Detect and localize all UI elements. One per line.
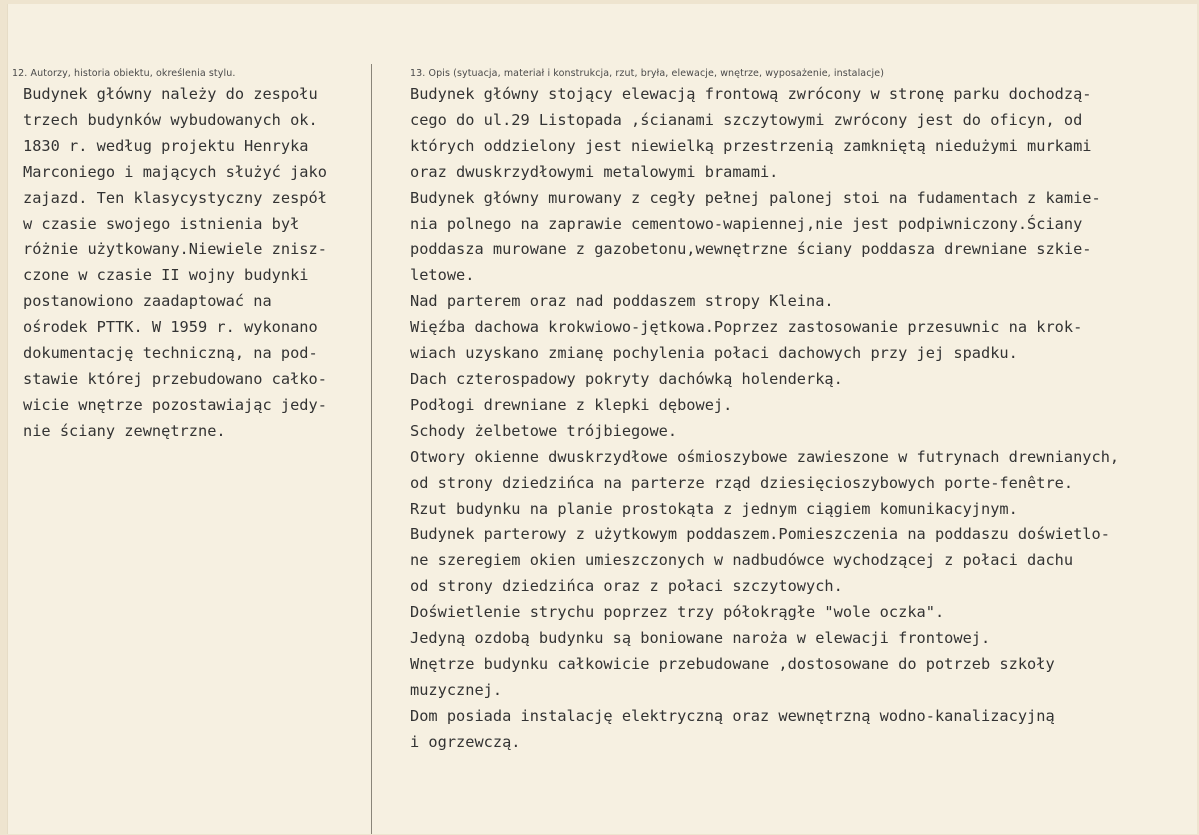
right-column-text [410, 82, 1195, 756]
text-line: stawie której przebudowano całko- [23, 369, 327, 388]
text-line: ne szeregiem okien umieszczonych w nadbudówce wychodzącej z połaci dachu [410, 551, 1074, 570]
text-line: Jedyną ozdobą budynku są boniowane naroża w elewacji frontowej. [410, 629, 991, 648]
text-line: Budynek główny należy do zespołu [23, 85, 318, 103]
text-line: wiach uzyskano zmianę pochylenia połaci dachowych przy jej spadku. [410, 344, 1018, 363]
text-line: wicie wnętrze pozostawiając jedy- [23, 395, 327, 414]
text-line: w czasie swojego istnienia był [23, 214, 300, 233]
text-line: trzech budynków wybudowanych ok. [23, 110, 318, 129]
text-line: Doświetlenie strychu poprzez trzy półokrągłe "wole oczka". [410, 603, 945, 622]
text-line: i ogrzewczą. [410, 732, 521, 751]
right-column-header: 13. Opis (sytuacja, materiał i konstrukcja, rzut, bryła, elewacje, wnętrze, wyposażenie, instalacje) [410, 68, 885, 79]
column-divider [371, 64, 372, 834]
text-line: od strony dziedzińca oraz z połaci szczytowych. [410, 577, 843, 596]
text-line: postanowiono zaadaptować na [23, 292, 272, 311]
text-line: różnie użytkowany.Niewiele znisz- [23, 240, 327, 259]
text-line: ośrodek PTTK. W 1959 r. wykonano [23, 318, 318, 337]
text-line: Więźba dachowa krokwiowo-jętkowa.Poprzez zastosowanie przesuwnic na krok- [410, 318, 1083, 337]
left-column-text [23, 82, 368, 445]
text-line: oraz dwuskrzydłowymi metalowymi bramami. [410, 162, 779, 181]
text-line: zajazd. Ten klasycystyczny zespół [23, 188, 327, 207]
text-line: 1830 r. według projektu Henryka [23, 136, 309, 155]
text-line: od strony dziedzińca na parterze rząd dziesięcioszybowych porte-fenêtre. [410, 473, 1074, 492]
text-line: nia polnego na zaprawie cementowo-wapiennej,nie jest podpiwniczony.Ściany [410, 214, 1083, 233]
text-line: Dach czterospadowy pokryty dachówką holenderką. [410, 369, 843, 388]
text-line: letowe. [410, 266, 475, 285]
text-line: Schody żelbetowe trójbiegowe. [410, 421, 678, 440]
text-line: poddasza murowane z gazobetonu,wewnętrzne ściany poddasza drewniane szkie- [410, 240, 1092, 259]
text-line: Budynek główny murowany z cegły pełnej palonej stoi na fudamentach z kamie- [410, 188, 1101, 207]
text-line: Budynek główny stojący elewacją frontową zwrócony w stronę parku dochodzą- [410, 85, 1092, 103]
text-line: Budynek parterowy z użytkowym poddaszem.Pomieszczenia na poddaszu doświetlo- [410, 525, 1110, 544]
text-line: czone w czasie II wojny budynki [23, 266, 309, 285]
text-line: Nad parterem oraz nad poddaszem stropy Kleina. [410, 292, 834, 311]
text-line: których oddzielony jest niewielką przestrzenią zamkniętą niedużymi murkami [410, 136, 1092, 155]
text-line: Dom posiada instalację elektryczną oraz wewnętrzną wodno-kanalizacyjną [410, 706, 1055, 725]
left-column-header: 12. Autorzy, historia obiektu, określenia stylu. [12, 68, 236, 79]
text-line: Podłogi drewniane z klepki dębowej. [410, 395, 733, 414]
text-line: cego do ul.29 Listopada ,ścianami szczytowymi zwrócony jest do oficyn, od [410, 110, 1083, 129]
text-line: Marconiego i mających służyć jako [23, 162, 327, 181]
text-line: Otwory okienne dwuskrzydłowe ośmioszybowe zawieszone w futrynach drewnianych, [410, 447, 1120, 466]
text-line: nie ściany zewnętrzne. [23, 421, 226, 440]
text-line: muzycznej. [410, 680, 503, 699]
text-line: Wnętrze budynku całkowicie przebudowane ,dostosowane do potrzeb szkoły [410, 654, 1055, 673]
text-line: dokumentację techniczną, na pod- [23, 344, 318, 363]
text-line: Rzut budynku na planie prostokąta z jednym ciągiem komunikacyjnym. [410, 499, 1018, 518]
